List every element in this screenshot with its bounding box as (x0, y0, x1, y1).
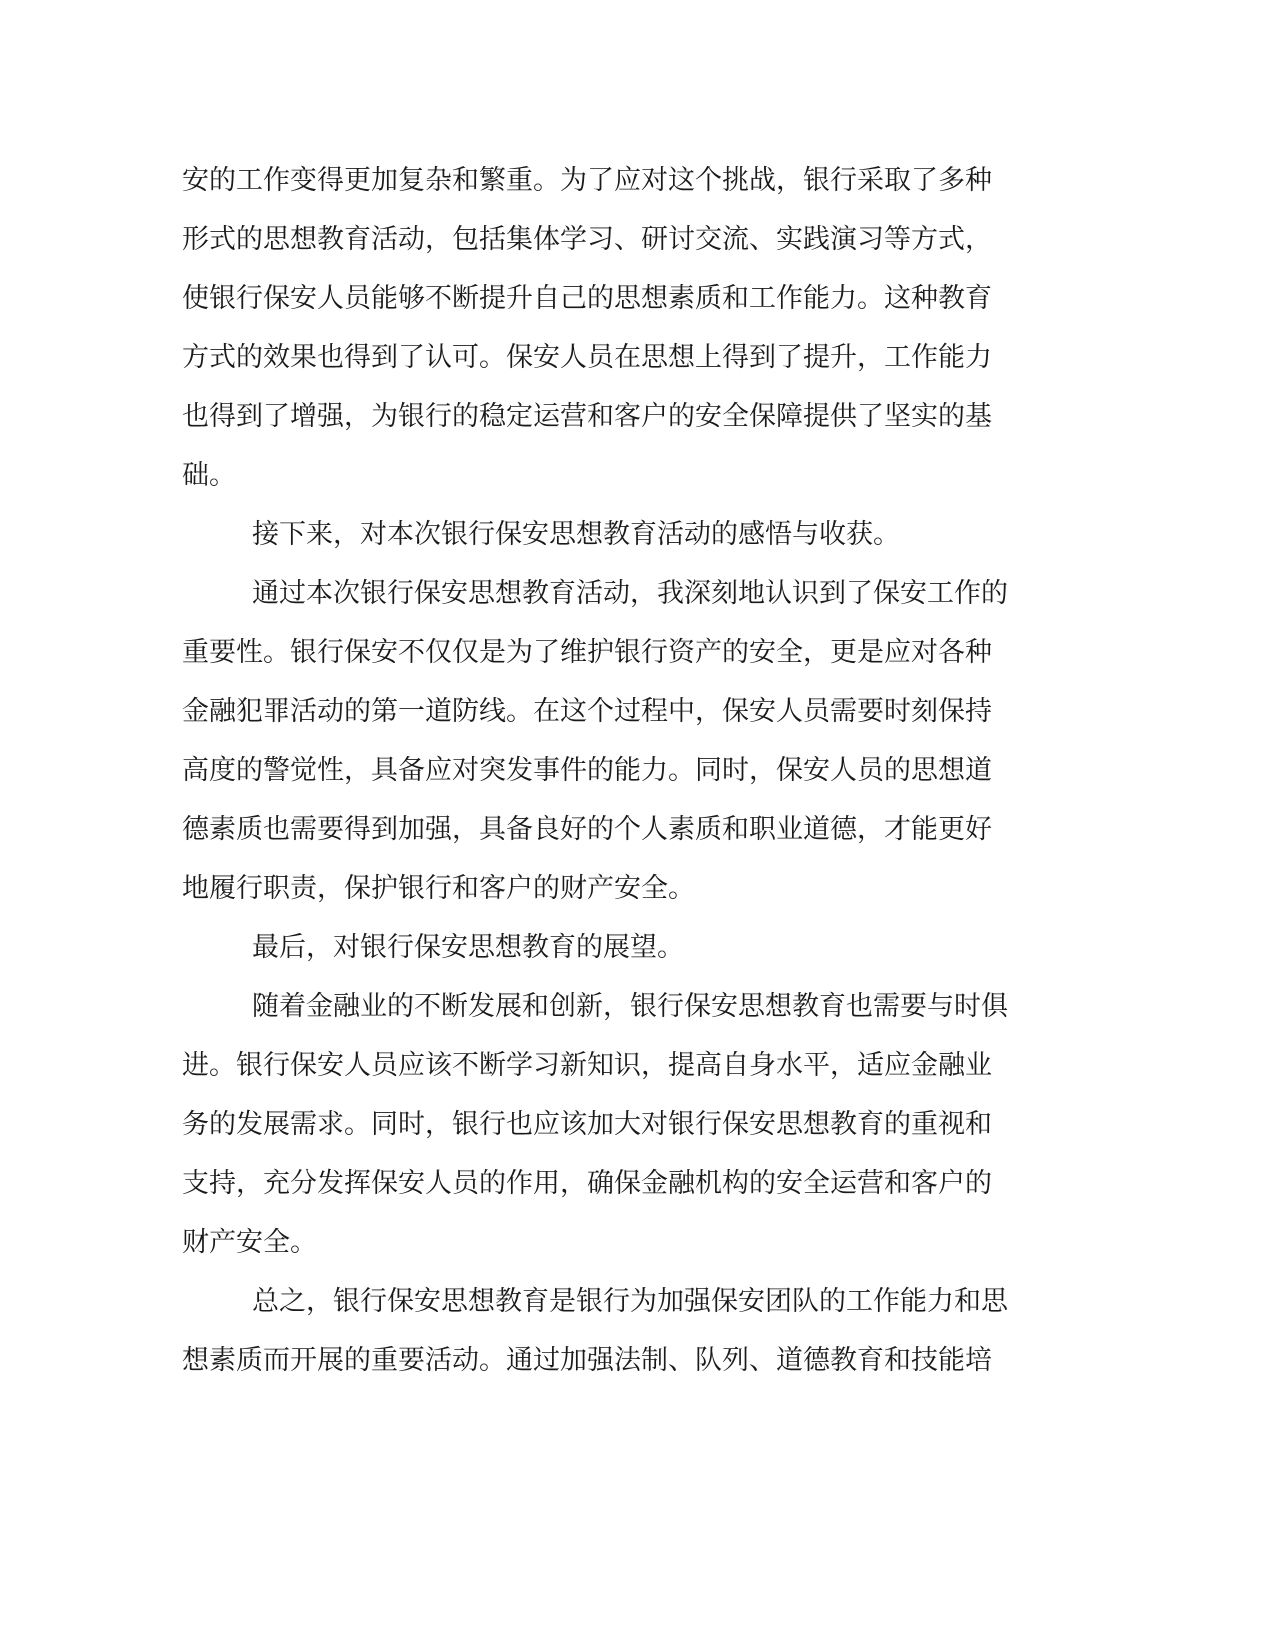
text-line: 随着金融业的不断发展和创新，银行保安思想教育也需要与时俱 (252, 991, 1008, 1022)
text-line: 德素质也需要得到加强，具备良好的个人素质和职业道德，才能更好 (182, 814, 992, 845)
text-line: 金融犯罪活动的第一道防线。在这个过程中，保安人员需要时刻保持 (182, 696, 992, 727)
text-line: 通过本次银行保安思想教育活动，我深刻地认识到了保安工作的 (252, 578, 1008, 609)
text-line: 最后，对银行保安思想教育的展望。 (252, 932, 684, 963)
text-line: 重要性。银行保安不仅仅是为了维护银行资产的安全，更是应对各种 (182, 637, 992, 668)
text-line: 安的工作变得更加复杂和繁重。为了应对这个挑战，银行采取了多种 (182, 165, 992, 196)
text-line: 支持，充分发挥保安人员的作用，确保金融机构的安全运营和客户的 (182, 1168, 992, 1199)
text-line: 务的发展需求。同时，银行也应该加大对银行保安思想教育的重视和 (182, 1109, 992, 1140)
text-line: 方式的效果也得到了认可。保安人员在思想上得到了提升，工作能力 (182, 342, 992, 373)
text-line: 础。 (182, 460, 236, 491)
text-line: 财产安全。 (182, 1227, 317, 1258)
text-line: 总之，银行保安思想教育是银行为加强保安团队的工作能力和思 (252, 1286, 1008, 1317)
text-line: 进。银行保安人员应该不断学习新知识，提高自身水平，适应金融业 (182, 1050, 992, 1081)
text-line: 高度的警觉性，具备应对突发事件的能力。同时，保安人员的思想道 (182, 755, 992, 786)
text-line: 接下来，对本次银行保安思想教育活动的感悟与收获。 (252, 519, 900, 550)
text-line: 使银行保安人员能够不断提升自己的思想素质和工作能力。这种教育 (182, 283, 992, 314)
text-line: 形式的思想教育活动，包括集体学习、研讨交流、实践演习等方式， (182, 224, 992, 255)
text-line: 地履行职责，保护银行和客户的财产安全。 (182, 873, 695, 904)
text-line: 想素质而开展的重要活动。通过加强法制、队列、道德教育和技能培 (182, 1345, 992, 1376)
text-line: 也得到了增强，为银行的稳定运营和客户的安全保障提供了坚实的基 (182, 401, 992, 432)
